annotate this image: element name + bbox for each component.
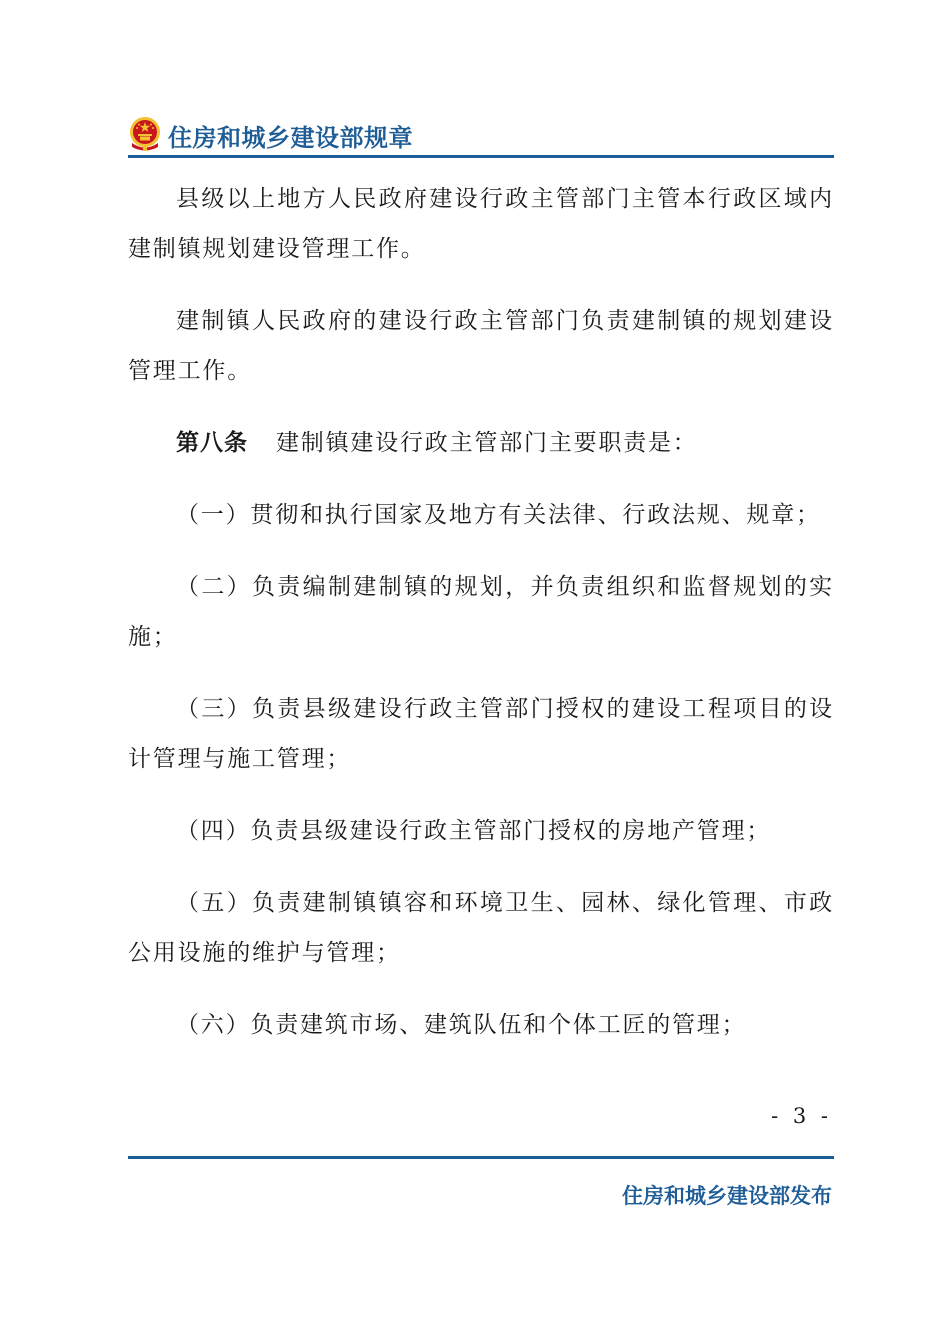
footer-divider	[128, 1156, 834, 1159]
page-number: - 3 -	[771, 1104, 832, 1128]
page-header	[128, 114, 834, 156]
list-item: （六）负责建筑市场、建筑队伍和个体工匠的管理；	[176, 1012, 747, 1038]
document-body	[128, 174, 834, 1072]
list-item: （一）贯彻和执行国家及地方有关法律、行政法规、规章；	[176, 502, 821, 528]
article-text: 建制镇建设行政主管部门主要职责是：	[276, 430, 698, 456]
article-paragraph	[128, 418, 834, 468]
paragraph: 建制镇人民政府的建设行政主管部门负责建制镇的规划建设管理工作。	[128, 308, 834, 384]
header-title: 住房和城乡建设部规章	[168, 124, 413, 152]
header-divider	[128, 155, 834, 158]
national-emblem-icon	[128, 116, 162, 152]
article-number: 第八条	[176, 430, 248, 456]
footer-publisher: 住房和城乡建设部发布	[622, 1184, 832, 1208]
list-item: （五）负责建制镇镇容和环境卫生、园林、绿化管理、市政公用设施的维护与管理；	[128, 890, 834, 966]
paragraph: 县级以上地方人民政府建设行政主管部门主管本行政区域内建制镇规划建设管理工作。	[128, 186, 834, 262]
list-item: （四）负责县级建设行政主管部门授权的房地产管理；	[176, 818, 772, 844]
list-item: （二）负责编制建制镇的规划，并负责组织和监督规划的实施；	[128, 574, 834, 650]
list-item: （三）负责县级建设行政主管部门授权的建设工程项目的设计管理与施工管理；	[128, 696, 834, 772]
